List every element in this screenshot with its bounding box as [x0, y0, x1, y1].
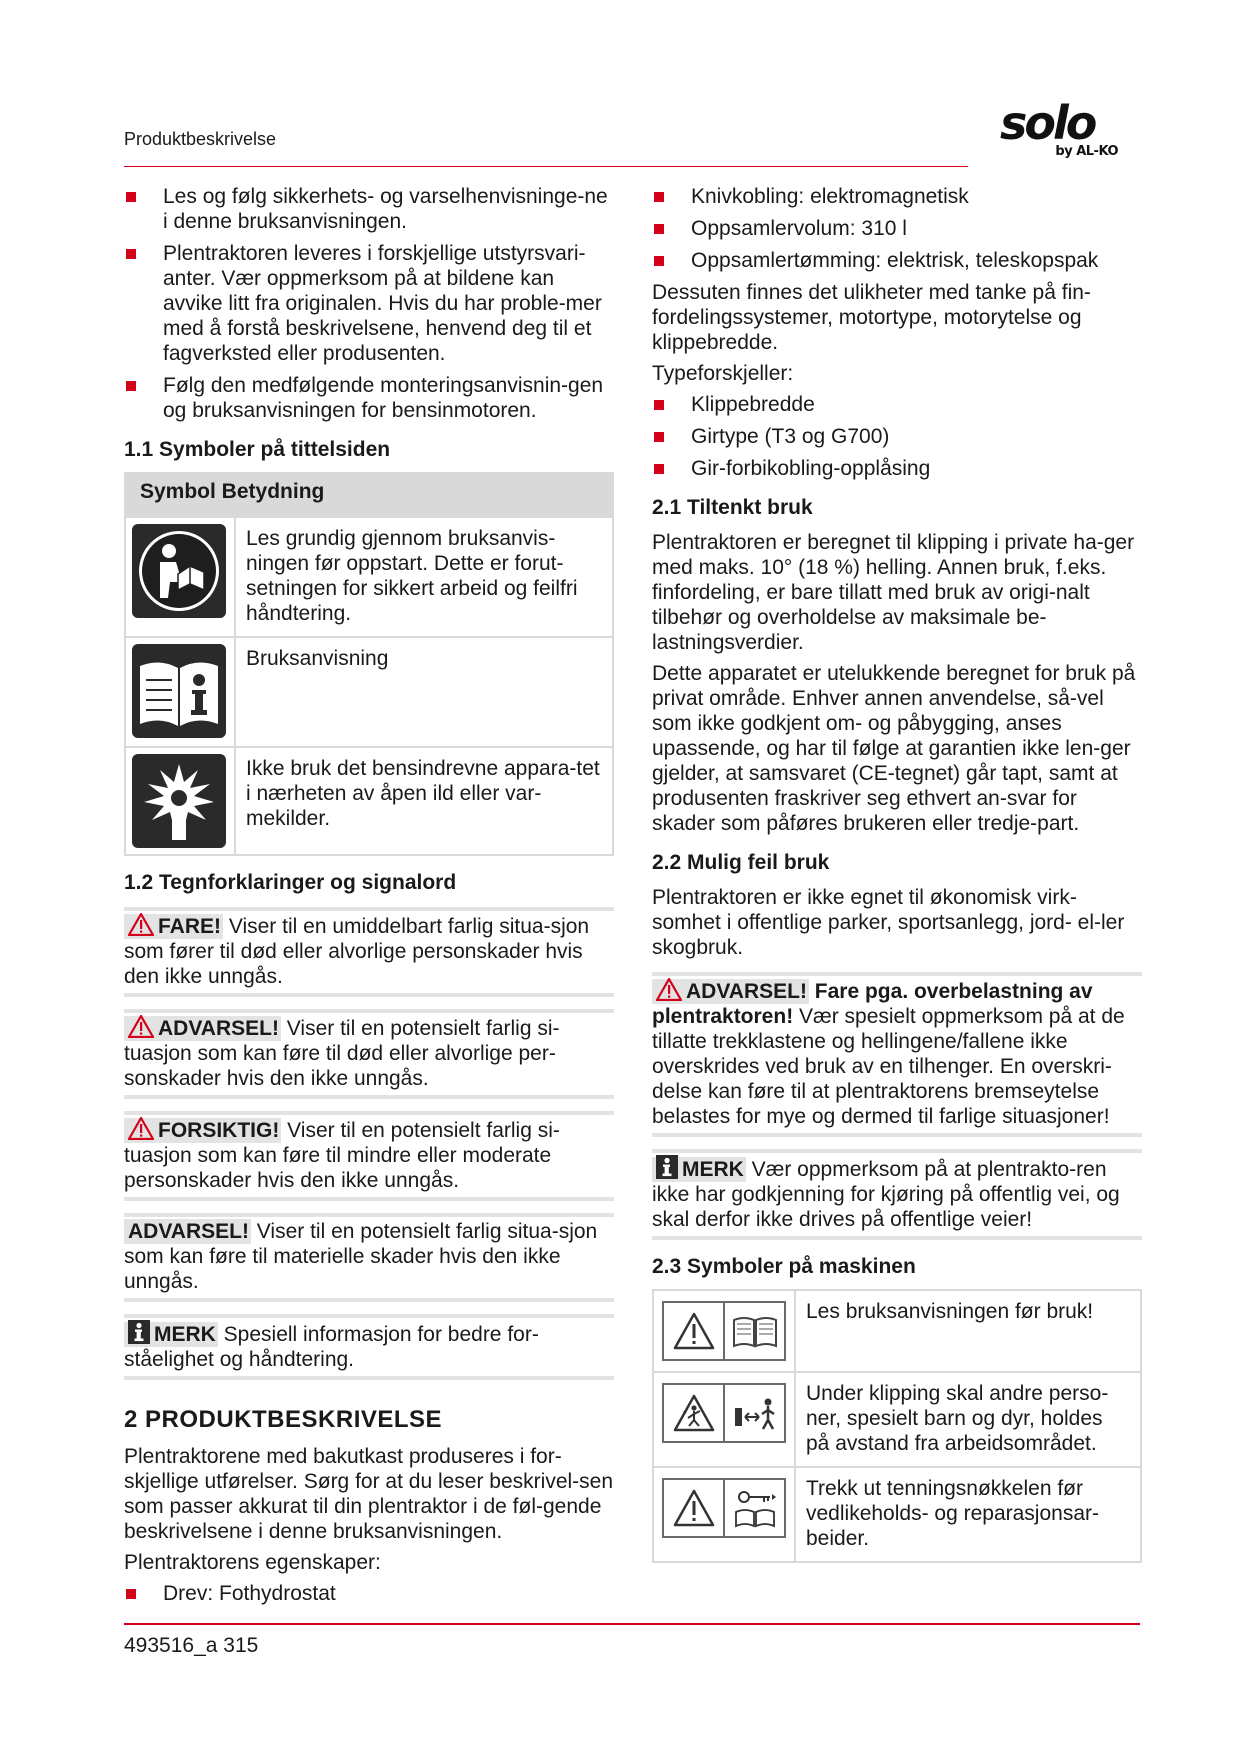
- notice-public-road: [652, 1149, 1142, 1240]
- warning-triangle-icon: [656, 978, 682, 1001]
- key-manual-icon: [732, 1488, 778, 1528]
- open-flame-prohibited-icon: [132, 754, 226, 848]
- section-heading-1-2: 1.2 Tegnforklaringer og signalord: [124, 871, 457, 894]
- paragraph: Plentraktorens egenskaper:: [124, 1551, 381, 1574]
- brand-logo: [1000, 96, 1118, 170]
- section-heading-2: 2 PRODUKTBESKRIVELSE: [124, 1406, 443, 1433]
- list-item: Girtype (T3 og G700): [652, 424, 1142, 449]
- reading-manual-icon: [132, 524, 226, 618]
- signal-word: FORSIKTIG!: [158, 1119, 280, 1142]
- properties-bullet-list: [124, 1581, 614, 1606]
- signal-word: MERK: [682, 1158, 744, 1181]
- warning-triangle-icon: [672, 1311, 716, 1351]
- symbol-meaning: Les bruksanvisningen før bruk!: [795, 1290, 1141, 1372]
- list-item: Plentraktoren leveres i forskjellige utstyrsvari-anter. Vær oppmerksom på at bildene kan avvike litt fra originalen. Hvis du har proble-mer med å forstå beskrivelsene, henvend deg til et fagverksted eller produsenten.: [124, 241, 614, 366]
- list-item: Følg den medfølgende monteringsanvisnin-gen og bruksanvisningen for bensinmotoren.: [124, 373, 614, 423]
- warning-triangle-icon: [672, 1488, 716, 1528]
- read-manual-warning-icon: [662, 1301, 786, 1361]
- running-header: Produktbeskrivelse: [124, 129, 277, 149]
- table-row: [653, 1290, 1141, 1372]
- person-distance-icon: [732, 1394, 778, 1432]
- signal-word: MERK: [154, 1323, 216, 1346]
- notice-caution: [124, 1111, 614, 1201]
- section-heading-2-1: 2.1 Tiltenkt bruk: [652, 496, 813, 519]
- section-heading-2-2: 2.2 Mulig feil bruk: [652, 851, 830, 874]
- manual-book-info-icon: [132, 644, 226, 738]
- notice-text: Vær oppmerksom på at plentrakto-ren ikke har godkjenning for kjøring på offentlig vei, og skal derfor ikke drives på offentlige veier!: [652, 1158, 1120, 1231]
- table-row: [125, 637, 613, 747]
- symbol-meaning: Trekk ut tenningsnøkkelen før vedlikeholds- og reparasjonsar-beider.: [795, 1467, 1141, 1562]
- notice-note: [124, 1314, 614, 1380]
- list-item: Klippebredde: [652, 392, 1142, 417]
- notice-text: Spesiell informasjon for bedre for-ståelighet og håndtering.: [124, 1323, 539, 1371]
- notice-overload-warning: [652, 972, 1142, 1137]
- left-column: [124, 184, 614, 1613]
- symbol-meaning: Ikke bruk det bensindrevne appara-tet i nærheten av åpen ild eller var-mekilder.: [235, 747, 613, 855]
- notice-text: Vær spesielt oppmerksom på at de tillatte trekklastene og hellingene/fallene ikke overskrides ved bruk av en tilhenger. En overskri-delse kan føre til at plentraktorens bremseytelse belastes for mye og dermed til farlige situasjoner!: [652, 1005, 1125, 1128]
- table-header: Symbol Betydning: [125, 473, 613, 517]
- list-item: Drev: Fothydrostat: [124, 1581, 614, 1606]
- symbol-meaning: Bruksanvisning: [235, 637, 613, 747]
- warning-triangle-icon: [128, 913, 154, 936]
- info-icon: [656, 1155, 678, 1179]
- paragraph: Plentraktoren er beregnet til klipping i private ha-ger med maks. 10° (18 %) helling. Annen bruk, f.eks. finfordeling, er bare tillatt med bruk av origi-nalt tilbehør og overholdelse av maksimale be-lastningsverdier.: [652, 531, 1135, 654]
- table-row: [125, 517, 613, 637]
- machine-symbols-table: [652, 1289, 1142, 1563]
- signal-word: ADVARSEL!: [158, 1017, 279, 1040]
- paragraph: Dessuten finnes det ulikheter med tanke på fin-fordelingssystemer, motortype, motorytelse og klippebredde.: [652, 281, 1091, 354]
- table-row: [653, 1372, 1141, 1467]
- notice-warning: [124, 1009, 614, 1099]
- remove-spark-plug-key-warning-icon: [662, 1478, 786, 1538]
- notice-danger: [124, 907, 614, 997]
- thrown-objects-warning-icon: [672, 1393, 716, 1433]
- paragraph: Typeforskjeller:: [652, 362, 794, 385]
- table-row: [653, 1467, 1141, 1562]
- open-book-icon: [732, 1314, 778, 1348]
- signal-word: ADVARSEL!: [124, 1219, 251, 1244]
- paragraph: Plentraktorene med bakutkast produseres i for-skjellige utførelser. Sørg for at du leser beskrivel-sen som passer akkurat til din plentraktor i de føl-gende beskrivelsene i denne bruksanvisningen.: [124, 1445, 614, 1543]
- section-heading-2-3: 2.3 Symboler på maskinen: [652, 1255, 916, 1278]
- header-rule: [124, 166, 968, 167]
- paragraph: Dette apparatet er utelukkende beregnet for bruk på privat område. Enhver annen anvendelse, så-vel som ikke godkjent om- og påbygging, anses upassende, og har til følge at garantien ikke len-ger gjelder, at samsvaret (CE-tegnet) går tapt, samt at produsenten fraskriver seg ethvert an-svar for skader som påføres brukeren eller tredje-part.: [652, 662, 1136, 835]
- type-bullet-list: [652, 392, 1142, 481]
- notice-bold-text: Fare pga. overbelastning av plentraktoren!: [652, 980, 1093, 1028]
- logo-wordmark: solo: [1000, 96, 1095, 150]
- list-item: Gir-forbikobling-opplåsing: [652, 456, 1142, 481]
- warning-triangle-icon: [128, 1117, 154, 1140]
- list-item: Oppsamlertømming: elektrisk, teleskopspak: [652, 248, 1142, 273]
- logo-tagline: by AL-KO: [1055, 144, 1118, 159]
- intro-bullet-list: [124, 184, 614, 423]
- notice-property-warning: [124, 1213, 614, 1302]
- keep-distance-warning-icon: [662, 1383, 786, 1443]
- title-symbols-table: [124, 472, 614, 856]
- table-row: [125, 747, 613, 855]
- page-footer: 493516_a 315: [124, 1634, 259, 1657]
- section-heading-1-1: 1.1 Symboler på tittelsiden: [124, 438, 391, 461]
- symbol-meaning: Under klipping skal andre perso-ner, spesielt barn og dyr, holdes på avstand fra arbeidsområdet.: [795, 1372, 1141, 1467]
- list-item: Les og følg sikkerhets- og varselhenvisninge-ne i denne bruksanvisningen.: [124, 184, 614, 234]
- right-column: [652, 184, 1142, 1563]
- paragraph: Plentraktoren er ikke egnet til økonomisk virk-somhet i offentlige parker, sportsanlegg, jord- el-ler skogbruk.: [652, 886, 1125, 959]
- symbol-meaning: Les grundig gjennom bruksanvis-ningen før oppstart. Dette er forut-setningen for sikkert arbeid og feilfri håndtering.: [235, 517, 613, 637]
- signal-word: ADVARSEL!: [686, 980, 807, 1003]
- notice-text: Viser til en potensielt farlig si-tuasjon som kan føre til død eller alvorlige per-sonskader hvis den ikke unngås.: [124, 1017, 560, 1090]
- notice-text: Viser til en umiddelbart farlig situa-sjon som fører til død eller alvorlige personskader hvis den ikke unngås.: [124, 915, 590, 988]
- info-icon: [128, 1320, 150, 1344]
- list-item: Knivkobling: elektromagnetisk: [652, 184, 1142, 209]
- notice-text: Viser til en potensielt farlig si-tuasjon som kan føre til mindre eller moderate personskader hvis den ikke unngås.: [124, 1119, 560, 1192]
- warning-triangle-icon: [128, 1015, 154, 1038]
- list-item: Oppsamlervolum: 310 l: [652, 216, 1142, 241]
- notice-text: Viser til en potensielt farlig situa-sjon som kan føre til materielle skader hvis den ikke unngås.: [124, 1220, 598, 1293]
- signal-word: FARE!: [158, 915, 221, 938]
- footer-rule: [124, 1623, 1140, 1625]
- properties-bullet-list-continued: [652, 184, 1142, 273]
